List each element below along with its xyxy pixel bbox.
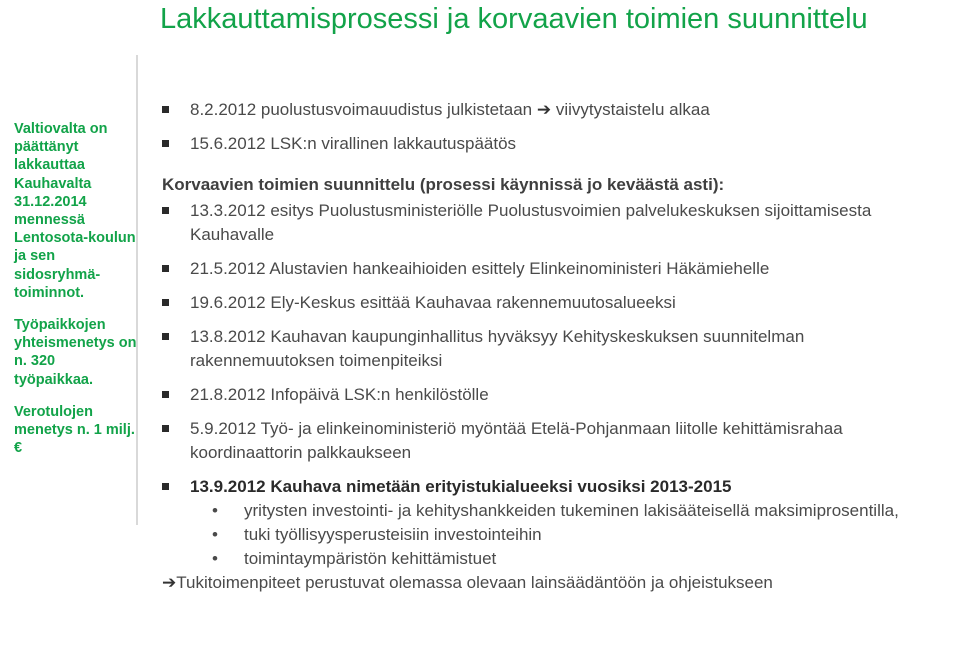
square-bullet-icon [162,207,169,214]
bullet-text: 13.3.2012 esitys Puolustusministeriölle Puolustusvoimien palvelukeskuksen sijoittamisesta Kauhavalle [190,201,872,244]
bullet-text: 19.6.2012 Ely-Keskus esittää Kauhavaa rakennemuutosalueeksi [190,293,676,312]
square-bullet-icon [162,483,169,490]
conclusion [162,571,952,595]
bullet-item [162,291,952,315]
dot-text: tuki työllisyysperusteisiin investointeihin [244,525,542,544]
square-bullet-icon [162,333,169,340]
square-bullet-icon [162,391,169,398]
conclusion-text: Tukitoimenpiteet perustuvat olemassa olevaan lainsäädäntöön ja ohjeistukseen [176,573,773,592]
dot-text: yritysten investointi- ja kehityshankkeiden tukeminen lakisääteisellä maksimiprosentilla, [244,501,899,520]
square-bullet-icon [162,425,169,432]
slide-content [162,98,952,595]
sidebar-note-closure: Valtiovalta on päättänyt lakkauttaa Kauhavalta 31.12.2014 mennessä Lentosota-koulun ja sen sidosryhmä-toiminnot. [14,121,136,301]
square-bullet-icon [162,140,169,147]
bullet-item-highlight [162,475,952,499]
bullet-item [162,417,952,465]
dot-bullet-icon: • [212,525,218,544]
square-bullet-icon [162,106,169,113]
slide-title: Lakkauttamisprosessi ja korvaavien toimien suunnittelu [160,3,868,35]
square-bullet-icon [162,299,169,306]
bullet-text: 21.8.2012 Infopäivä LSK:n henkilöstölle [190,385,489,404]
bullet-item [162,325,952,373]
sidebar-note-tax: Verotulojen menetys n. 1 milj. € [14,403,135,457]
dot-item [162,523,952,547]
bullet-text: viivytystaistelu alkaa [551,100,710,119]
bullet-item [162,199,952,247]
dot-item [162,547,952,571]
bullet-text: 13.9.2012 Kauhava nimetään erityistukialueeksi vuosiksi 2013-2015 [190,477,732,496]
bullet-item [162,257,952,281]
dot-bullet-icon: • [212,501,218,520]
square-bullet-icon [162,265,169,272]
bullet-item [162,132,952,156]
section-heading: Korvaavien toimien suunnittelu (prosessi käynnissä jo keväästä asti): [162,175,725,194]
bullet-item [162,383,952,407]
sidebar-note-jobs: Työpaikkojen yhteismenetys on n. 320 työpaikkaa. [14,317,137,388]
dot-bullet-icon: • [212,549,218,568]
bullet-text: 15.6.2012 LSK:n virallinen lakkautuspäätös [190,134,517,153]
arrow-icon: ➔ [162,573,177,592]
dot-item [162,499,952,523]
bullet-text: 8.2.2012 puolustusvoimauudistus julkistetaan [190,100,537,119]
bullet-text: 21.5.2012 Alustavien hankeaihioiden esittely Elinkeinoministeri Häkämiehelle [190,259,770,278]
sidebar [14,120,138,471]
bullet-text: 13.8.2012 Kauhavan kaupunginhallitus hyväksyy Kehityskeskuksen suunnitelman rakennemuutoksen toimenpiteiksi [190,327,805,370]
arrow-icon: ➔ [536,100,552,119]
bullet-item [162,98,952,122]
dot-text: toimintaympäristön kehittämistuet [244,549,497,568]
bullet-text: 5.9.2012 Työ- ja elinkeinoministeriö myöntää Etelä-Pohjanmaan liitolle kehittämisrahaa koordinaattorin palkkaukseen [190,419,843,462]
